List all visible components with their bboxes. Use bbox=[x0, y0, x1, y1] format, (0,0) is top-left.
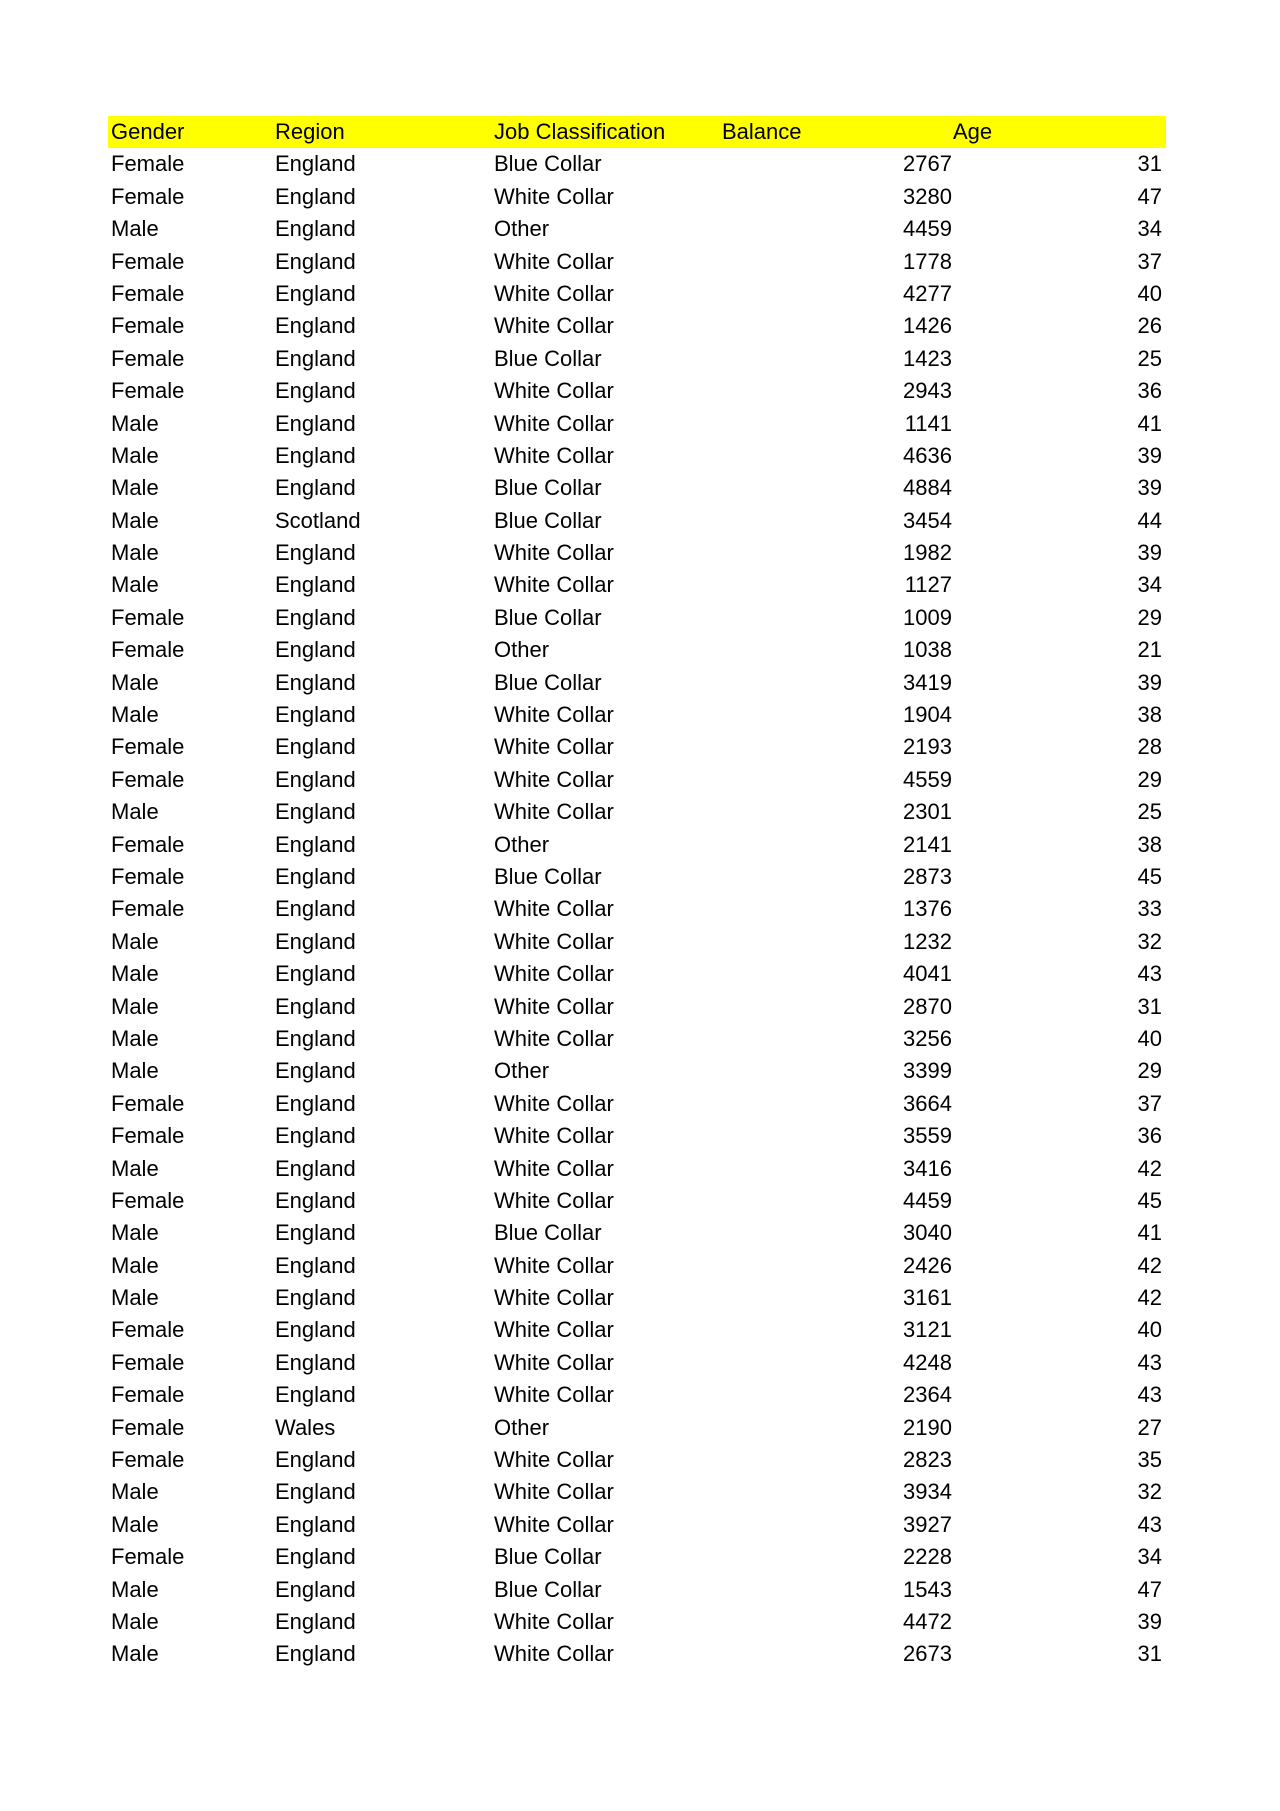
cell-age[interactable]: 39 bbox=[1137, 540, 1162, 566]
cell-age[interactable]: 47 bbox=[1137, 183, 1162, 209]
table-row bbox=[108, 1444, 1166, 1476]
cell-gender[interactable]: Male bbox=[111, 1641, 159, 1667]
table-row bbox=[108, 1185, 1166, 1217]
cell-balance[interactable]: 2228 bbox=[903, 1544, 952, 1570]
cell-job-classification[interactable]: White Collar bbox=[494, 1285, 614, 1311]
cell-balance[interactable]: 2141 bbox=[903, 831, 952, 857]
cell-region[interactable]: England bbox=[275, 863, 356, 889]
cell-region[interactable]: England bbox=[275, 1382, 356, 1408]
table-row bbox=[108, 764, 1166, 796]
cell-age[interactable]: 38 bbox=[1137, 702, 1162, 728]
cell-job-classification[interactable]: White Collar bbox=[494, 442, 614, 468]
cell-gender[interactable]: Male bbox=[111, 1220, 159, 1246]
cell-region[interactable]: England bbox=[275, 1090, 356, 1116]
cell-job-classification[interactable]: White Collar bbox=[494, 410, 614, 436]
cell-region[interactable]: England bbox=[275, 1641, 356, 1667]
cell-age[interactable]: 27 bbox=[1137, 1414, 1162, 1440]
cell-balance[interactable]: 3161 bbox=[903, 1285, 952, 1311]
table-row bbox=[108, 1023, 1166, 1055]
table-row bbox=[108, 1314, 1166, 1346]
cell-job-classification[interactable]: White Collar bbox=[494, 1349, 614, 1375]
table-row bbox=[108, 343, 1166, 375]
cell-age[interactable]: 44 bbox=[1137, 507, 1162, 533]
cell-balance[interactable]: 1426 bbox=[903, 313, 952, 339]
table-row bbox=[108, 472, 1166, 504]
cell-job-classification[interactable]: White Collar bbox=[494, 1090, 614, 1116]
cell-balance[interactable]: 2673 bbox=[903, 1641, 952, 1667]
cell-balance[interactable]: 3664 bbox=[903, 1090, 952, 1116]
cell-age[interactable]: 28 bbox=[1137, 734, 1162, 760]
cell-job-classification[interactable]: Blue Collar bbox=[494, 507, 602, 533]
cell-age[interactable]: 37 bbox=[1137, 248, 1162, 274]
table-row bbox=[108, 1574, 1166, 1606]
cell-gender[interactable]: Female bbox=[111, 1447, 185, 1473]
cell-age[interactable]: 32 bbox=[1137, 1479, 1162, 1505]
cell-job-classification[interactable]: White Collar bbox=[494, 961, 614, 987]
cell-job-classification[interactable]: White Collar bbox=[494, 378, 614, 404]
cell-region[interactable]: England bbox=[275, 1252, 356, 1278]
cell-region[interactable]: England bbox=[275, 799, 356, 825]
table-row bbox=[108, 375, 1166, 407]
table-row bbox=[108, 1088, 1166, 1120]
cell-age[interactable]: 40 bbox=[1137, 1025, 1162, 1051]
table-row bbox=[108, 699, 1166, 731]
cell-age[interactable]: 32 bbox=[1137, 928, 1162, 954]
cell-region[interactable]: England bbox=[275, 442, 356, 468]
cell-balance[interactable]: 1543 bbox=[903, 1576, 952, 1602]
cell-region[interactable]: England bbox=[275, 961, 356, 987]
table-row bbox=[108, 1606, 1166, 1638]
cell-job-classification[interactable]: Blue Collar bbox=[494, 475, 602, 501]
cell-region[interactable]: England bbox=[275, 378, 356, 404]
table-row bbox=[108, 148, 1166, 180]
cell-age[interactable]: 42 bbox=[1137, 1285, 1162, 1311]
cell-gender[interactable]: Male bbox=[111, 410, 159, 436]
cell-gender[interactable]: Female bbox=[111, 1414, 185, 1440]
cell-region[interactable]: England bbox=[275, 734, 356, 760]
cell-region[interactable]: England bbox=[275, 1123, 356, 1149]
cell-age[interactable]: 39 bbox=[1137, 1608, 1162, 1634]
cell-region[interactable]: England bbox=[275, 831, 356, 857]
cell-gender[interactable]: Male bbox=[111, 993, 159, 1019]
cell-balance[interactable]: 2426 bbox=[903, 1252, 952, 1278]
cell-region[interactable]: England bbox=[275, 1025, 356, 1051]
cell-gender[interactable]: Female bbox=[111, 1349, 185, 1375]
cell-balance[interactable]: 3280 bbox=[903, 183, 952, 209]
cell-job-classification[interactable]: Blue Collar bbox=[494, 863, 602, 889]
table-row bbox=[108, 1120, 1166, 1152]
table-row bbox=[108, 1379, 1166, 1411]
cell-age[interactable]: 37 bbox=[1137, 1090, 1162, 1116]
cell-balance[interactable]: 1127 bbox=[904, 572, 952, 598]
cell-age[interactable]: 43 bbox=[1137, 961, 1162, 987]
cell-age[interactable]: 29 bbox=[1137, 1058, 1162, 1084]
cell-region[interactable]: England bbox=[275, 1608, 356, 1634]
cell-age[interactable]: 21 bbox=[1137, 637, 1162, 663]
cell-balance[interactable]: 4248 bbox=[903, 1349, 952, 1375]
cell-balance[interactable]: 1141 bbox=[904, 410, 952, 436]
cell-region[interactable]: England bbox=[275, 1576, 356, 1602]
cell-region[interactable]: England bbox=[275, 1220, 356, 1246]
cell-region[interactable]: England bbox=[275, 604, 356, 630]
cell-age[interactable]: 43 bbox=[1137, 1511, 1162, 1537]
cell-gender[interactable]: Male bbox=[111, 1252, 159, 1278]
cell-job-classification[interactable]: White Collar bbox=[494, 572, 614, 598]
cell-region[interactable]: England bbox=[275, 248, 356, 274]
table-row bbox=[108, 181, 1166, 213]
cell-balance[interactable]: 4884 bbox=[903, 475, 952, 501]
cell-age[interactable]: 36 bbox=[1137, 378, 1162, 404]
table-row bbox=[108, 893, 1166, 925]
cell-age[interactable]: 40 bbox=[1137, 280, 1162, 306]
cell-balance[interactable]: 2873 bbox=[903, 863, 952, 889]
cell-region[interactable]: Wales bbox=[275, 1414, 336, 1440]
cell-job-classification[interactable]: Blue Collar bbox=[494, 1220, 602, 1246]
cell-age[interactable]: 34 bbox=[1137, 1544, 1162, 1570]
cell-job-classification[interactable]: White Collar bbox=[494, 1252, 614, 1278]
cell-age[interactable]: 39 bbox=[1137, 442, 1162, 468]
cell-gender[interactable]: Male bbox=[111, 442, 159, 468]
cell-balance[interactable]: 3399 bbox=[903, 1058, 952, 1084]
cell-job-classification[interactable]: White Collar bbox=[494, 799, 614, 825]
cell-gender[interactable]: Female bbox=[111, 345, 185, 371]
cell-job-classification[interactable]: Other bbox=[494, 831, 550, 857]
cell-job-classification[interactable]: White Collar bbox=[494, 1511, 614, 1537]
cell-age[interactable]: 26 bbox=[1137, 313, 1162, 339]
cell-region[interactable]: England bbox=[275, 1511, 356, 1537]
cell-job-classification[interactable]: White Collar bbox=[494, 896, 614, 922]
cell-balance[interactable]: 4459 bbox=[903, 1187, 952, 1213]
cell-gender[interactable]: Male bbox=[111, 572, 159, 598]
cell-age[interactable]: 31 bbox=[1137, 1641, 1162, 1667]
cell-gender[interactable]: Female bbox=[111, 1382, 185, 1408]
cell-gender[interactable]: Male bbox=[111, 540, 159, 566]
cell-region[interactable]: England bbox=[275, 1349, 356, 1375]
header-age[interactable]: Age bbox=[953, 119, 993, 144]
cell-gender[interactable]: Female bbox=[111, 1187, 185, 1213]
cell-job-classification[interactable]: White Collar bbox=[494, 540, 614, 566]
cell-balance[interactable]: 1982 bbox=[903, 540, 952, 566]
cell-job-classification[interactable]: White Collar bbox=[494, 183, 614, 209]
cell-age[interactable]: 42 bbox=[1137, 1155, 1162, 1181]
cell-region[interactable]: England bbox=[275, 183, 356, 209]
cell-job-classification[interactable]: Blue Collar bbox=[494, 604, 602, 630]
cell-job-classification[interactable]: White Collar bbox=[494, 1317, 614, 1343]
table-row bbox=[108, 505, 1166, 537]
table-row bbox=[108, 731, 1166, 763]
cell-gender[interactable]: Male bbox=[111, 1576, 159, 1602]
cell-gender[interactable]: Female bbox=[111, 734, 185, 760]
cell-region[interactable]: England bbox=[275, 1447, 356, 1473]
cell-job-classification[interactable]: Blue Collar bbox=[494, 1544, 602, 1570]
cell-balance[interactable]: 2823 bbox=[903, 1447, 952, 1473]
cell-gender[interactable]: Male bbox=[111, 1511, 159, 1537]
cell-job-classification[interactable]: Other bbox=[494, 216, 550, 242]
cell-balance[interactable]: 4559 bbox=[903, 766, 952, 792]
cell-balance[interactable]: 2943 bbox=[903, 378, 952, 404]
cell-job-classification[interactable]: Blue Collar bbox=[494, 1576, 602, 1602]
cell-region[interactable]: England bbox=[275, 313, 356, 339]
cell-job-classification[interactable]: White Collar bbox=[494, 766, 614, 792]
cell-region[interactable]: England bbox=[275, 1187, 356, 1213]
cell-job-classification[interactable]: Other bbox=[494, 637, 550, 663]
cell-balance[interactable]: 4041 bbox=[903, 961, 952, 987]
header-region[interactable]: Region bbox=[275, 119, 345, 144]
cell-gender[interactable]: Male bbox=[111, 1608, 159, 1634]
cell-balance[interactable]: 3419 bbox=[903, 669, 952, 695]
header-balance[interactable]: Balance bbox=[722, 119, 802, 144]
cell-gender[interactable]: Female bbox=[111, 831, 185, 857]
cell-balance[interactable]: 1904 bbox=[903, 702, 952, 728]
cell-gender[interactable]: Female bbox=[111, 313, 185, 339]
table-row bbox=[108, 1541, 1166, 1573]
cell-region[interactable]: England bbox=[275, 637, 356, 663]
cell-gender[interactable]: Female bbox=[111, 863, 185, 889]
cell-region[interactable]: England bbox=[275, 1317, 356, 1343]
table-row bbox=[108, 1638, 1166, 1670]
table-row bbox=[108, 440, 1166, 472]
cell-gender[interactable]: Male bbox=[111, 799, 159, 825]
cell-age[interactable]: 40 bbox=[1137, 1317, 1162, 1343]
cell-age[interactable]: 45 bbox=[1137, 863, 1162, 889]
cell-balance[interactable]: 1376 bbox=[903, 896, 952, 922]
cell-gender[interactable]: Female bbox=[111, 378, 185, 404]
table-row bbox=[108, 1509, 1166, 1541]
header-job-classification[interactable]: Job Classification bbox=[494, 119, 666, 144]
cell-balance[interactable]: 4459 bbox=[903, 216, 952, 242]
table-row bbox=[108, 1282, 1166, 1314]
cell-region[interactable]: England bbox=[275, 572, 356, 598]
cell-age[interactable]: 43 bbox=[1137, 1382, 1162, 1408]
cell-job-classification[interactable]: Blue Collar bbox=[494, 151, 602, 177]
cell-balance[interactable]: 3256 bbox=[903, 1025, 952, 1051]
cell-age[interactable]: 25 bbox=[1137, 799, 1162, 825]
cell-gender[interactable]: Female bbox=[111, 183, 185, 209]
cell-region[interactable]: England bbox=[275, 896, 356, 922]
cell-balance[interactable]: 1232 bbox=[903, 928, 952, 954]
cell-age[interactable]: 41 bbox=[1137, 1220, 1162, 1246]
cell-age[interactable]: 39 bbox=[1137, 475, 1162, 501]
cell-age[interactable]: 42 bbox=[1137, 1252, 1162, 1278]
cell-balance[interactable]: 2364 bbox=[903, 1382, 952, 1408]
cell-gender[interactable]: Male bbox=[111, 1285, 159, 1311]
cell-age[interactable]: 25 bbox=[1137, 345, 1162, 371]
cell-balance[interactable]: 4472 bbox=[903, 1608, 952, 1634]
cell-balance[interactable]: 3454 bbox=[903, 507, 952, 533]
data-rows bbox=[108, 148, 1166, 1670]
table-row bbox=[108, 1250, 1166, 1282]
cell-balance[interactable]: 2767 bbox=[903, 151, 952, 177]
table-row bbox=[108, 861, 1166, 893]
cell-age[interactable]: 43 bbox=[1137, 1349, 1162, 1375]
cell-region[interactable]: England bbox=[275, 280, 356, 306]
cell-balance[interactable]: 2193 bbox=[903, 734, 952, 760]
cell-job-classification[interactable]: White Collar bbox=[494, 280, 614, 306]
cell-job-classification[interactable]: White Collar bbox=[494, 1608, 614, 1634]
table-row bbox=[108, 1055, 1166, 1087]
cell-job-classification[interactable]: White Collar bbox=[494, 1025, 614, 1051]
cell-age[interactable]: 31 bbox=[1137, 993, 1162, 1019]
cell-balance[interactable]: 3927 bbox=[903, 1511, 952, 1537]
cell-balance[interactable]: 1038 bbox=[903, 637, 952, 663]
cell-region[interactable]: England bbox=[275, 1544, 356, 1570]
cell-balance[interactable]: 1778 bbox=[903, 248, 952, 274]
cell-region[interactable]: England bbox=[275, 1155, 356, 1181]
cell-job-classification[interactable]: White Collar bbox=[494, 1479, 614, 1505]
cell-age[interactable]: 45 bbox=[1137, 1187, 1162, 1213]
table-row bbox=[108, 667, 1166, 699]
cell-age[interactable]: 29 bbox=[1137, 604, 1162, 630]
table-row bbox=[108, 569, 1166, 601]
table-row bbox=[108, 602, 1166, 634]
cell-gender[interactable]: Male bbox=[111, 961, 159, 987]
cell-job-classification[interactable]: White Collar bbox=[494, 1382, 614, 1408]
cell-gender[interactable]: Female bbox=[111, 604, 185, 630]
table-row bbox=[108, 829, 1166, 861]
cell-gender[interactable]: Female bbox=[111, 1123, 185, 1149]
spreadsheet-table bbox=[108, 116, 1166, 1671]
table-row bbox=[108, 991, 1166, 1023]
cell-gender[interactable]: Male bbox=[111, 507, 159, 533]
cell-gender[interactable]: Female bbox=[111, 1317, 185, 1343]
cell-gender[interactable]: Male bbox=[111, 1058, 159, 1084]
cell-age[interactable]: 41 bbox=[1137, 410, 1162, 436]
cell-balance[interactable]: 3934 bbox=[903, 1479, 952, 1505]
cell-job-classification[interactable]: Blue Collar bbox=[494, 669, 602, 695]
cell-job-classification[interactable]: White Collar bbox=[494, 702, 614, 728]
cell-gender[interactable]: Female bbox=[111, 1090, 185, 1116]
cell-gender[interactable]: Male bbox=[111, 1155, 159, 1181]
cell-balance[interactable]: 3121 bbox=[903, 1317, 952, 1343]
cell-balance[interactable]: 2301 bbox=[903, 799, 952, 825]
cell-age[interactable]: 35 bbox=[1137, 1447, 1162, 1473]
cell-job-classification[interactable]: White Collar bbox=[494, 928, 614, 954]
cell-age[interactable]: 38 bbox=[1137, 831, 1162, 857]
cell-region[interactable]: England bbox=[275, 1479, 356, 1505]
header-row bbox=[108, 116, 1166, 148]
cell-gender[interactable]: Female bbox=[111, 151, 185, 177]
cell-region[interactable]: England bbox=[275, 993, 356, 1019]
cell-gender[interactable]: Male bbox=[111, 928, 159, 954]
table-row bbox=[108, 408, 1166, 440]
cell-job-classification[interactable]: White Collar bbox=[494, 1641, 614, 1667]
cell-gender[interactable]: Male bbox=[111, 1025, 159, 1051]
cell-region[interactable]: England bbox=[275, 702, 356, 728]
cell-balance[interactable]: 3416 bbox=[903, 1155, 952, 1181]
cell-balance[interactable]: 2870 bbox=[903, 993, 952, 1019]
cell-job-classification[interactable]: White Collar bbox=[494, 1447, 614, 1473]
cell-job-classification[interactable]: Blue Collar bbox=[494, 345, 602, 371]
cell-job-classification[interactable]: White Collar bbox=[494, 734, 614, 760]
cell-region[interactable]: England bbox=[275, 475, 356, 501]
table-row bbox=[108, 796, 1166, 828]
table-row bbox=[108, 246, 1166, 278]
table-row bbox=[108, 310, 1166, 342]
cell-region[interactable]: England bbox=[275, 928, 356, 954]
cell-balance[interactable]: 1009 bbox=[903, 604, 952, 630]
cell-age[interactable]: 31 bbox=[1137, 151, 1162, 177]
table-row bbox=[108, 278, 1166, 310]
cell-gender[interactable]: Female bbox=[111, 248, 185, 274]
cell-job-classification[interactable]: White Collar bbox=[494, 1187, 614, 1213]
cell-gender[interactable]: Male bbox=[111, 1479, 159, 1505]
cell-age[interactable]: 39 bbox=[1137, 669, 1162, 695]
cell-region[interactable]: England bbox=[275, 151, 356, 177]
cell-gender[interactable]: Female bbox=[111, 896, 185, 922]
cell-age[interactable]: 33 bbox=[1137, 896, 1162, 922]
cell-region[interactable]: England bbox=[275, 1285, 356, 1311]
cell-balance[interactable]: 3040 bbox=[903, 1220, 952, 1246]
cell-gender[interactable]: Female bbox=[111, 637, 185, 663]
cell-job-classification[interactable]: White Collar bbox=[494, 1123, 614, 1149]
cell-job-classification[interactable]: White Collar bbox=[494, 248, 614, 274]
cell-region[interactable]: England bbox=[275, 766, 356, 792]
cell-gender[interactable]: Male bbox=[111, 669, 159, 695]
table-row bbox=[108, 958, 1166, 990]
header-gender[interactable]: Gender bbox=[111, 119, 185, 144]
cell-age[interactable]: 34 bbox=[1137, 572, 1162, 598]
cell-age[interactable]: 47 bbox=[1137, 1576, 1162, 1602]
cell-region[interactable]: England bbox=[275, 216, 356, 242]
table-row bbox=[108, 1153, 1166, 1185]
cell-job-classification[interactable]: Other bbox=[494, 1058, 550, 1084]
cell-region[interactable]: England bbox=[275, 410, 356, 436]
cell-balance[interactable]: 1423 bbox=[903, 345, 952, 371]
table-row bbox=[108, 1412, 1166, 1444]
cell-gender[interactable]: Female bbox=[111, 280, 185, 306]
table-row bbox=[108, 537, 1166, 569]
cell-gender[interactable]: Male bbox=[111, 475, 159, 501]
cell-job-classification[interactable]: White Collar bbox=[494, 313, 614, 339]
cell-job-classification[interactable]: White Collar bbox=[494, 1155, 614, 1181]
cell-age[interactable]: 29 bbox=[1137, 766, 1162, 792]
cell-region[interactable]: England bbox=[275, 669, 356, 695]
table-row bbox=[108, 1217, 1166, 1249]
table-row bbox=[108, 634, 1166, 666]
cell-job-classification[interactable]: Other bbox=[494, 1414, 550, 1440]
cell-region[interactable]: England bbox=[275, 345, 356, 371]
cell-balance[interactable]: 4636 bbox=[903, 442, 952, 468]
cell-region[interactable]: England bbox=[275, 1058, 356, 1084]
table-row bbox=[108, 926, 1166, 958]
cell-region[interactable]: Scotland bbox=[275, 507, 361, 533]
cell-balance[interactable]: 2190 bbox=[903, 1414, 952, 1440]
table-row bbox=[108, 1476, 1166, 1508]
cell-age[interactable]: 34 bbox=[1137, 216, 1162, 242]
cell-age[interactable]: 36 bbox=[1137, 1123, 1162, 1149]
cell-region[interactable]: England bbox=[275, 540, 356, 566]
cell-gender[interactable]: Male bbox=[111, 216, 159, 242]
cell-gender[interactable]: Female bbox=[111, 1544, 185, 1570]
cell-gender[interactable]: Female bbox=[111, 766, 185, 792]
cell-balance[interactable]: 4277 bbox=[903, 280, 952, 306]
cell-job-classification[interactable]: White Collar bbox=[494, 993, 614, 1019]
table-row bbox=[108, 213, 1166, 245]
cell-gender[interactable]: Male bbox=[111, 702, 159, 728]
cell-balance[interactable]: 3559 bbox=[903, 1123, 952, 1149]
table-row bbox=[108, 1347, 1166, 1379]
